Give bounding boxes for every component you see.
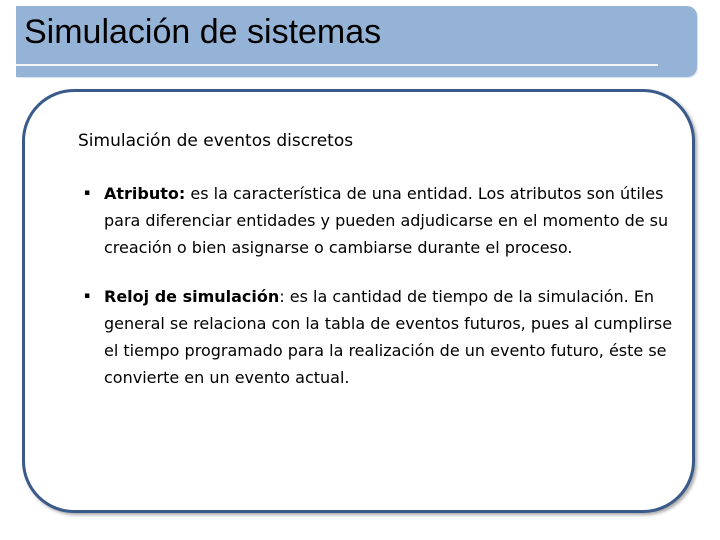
bullet-term: Reloj de simulación <box>104 287 280 306</box>
bullet-item-reloj <box>80 283 675 391</box>
bullet-marker-icon: ▪ <box>84 291 91 301</box>
slide-title: Simulación de sistemas <box>24 13 382 51</box>
title-underline <box>16 64 658 66</box>
bullet-term: Atributo: <box>104 184 186 203</box>
bullet-item-atributo <box>80 180 675 261</box>
bullet-text: : es la cantidad de tiempo de la simulación. En general se relaciona con la tabla de eventos futuros, pues al cumplirse el tiempo programado para la realización de un evento futuro, éste se convierte en un evento actual. <box>104 287 673 387</box>
bullet-list <box>80 180 675 413</box>
bullet-text: es la característica de una entidad. Los atributos son útiles para diferenciar entidades y pueden adjudicarse en el momento de su creación o bien asignarse o cambiarse durante el proceso. <box>104 184 669 257</box>
bullet-marker-icon: ▪ <box>84 188 91 198</box>
slide-subtitle: Simulación de eventos discretos <box>78 131 354 151</box>
